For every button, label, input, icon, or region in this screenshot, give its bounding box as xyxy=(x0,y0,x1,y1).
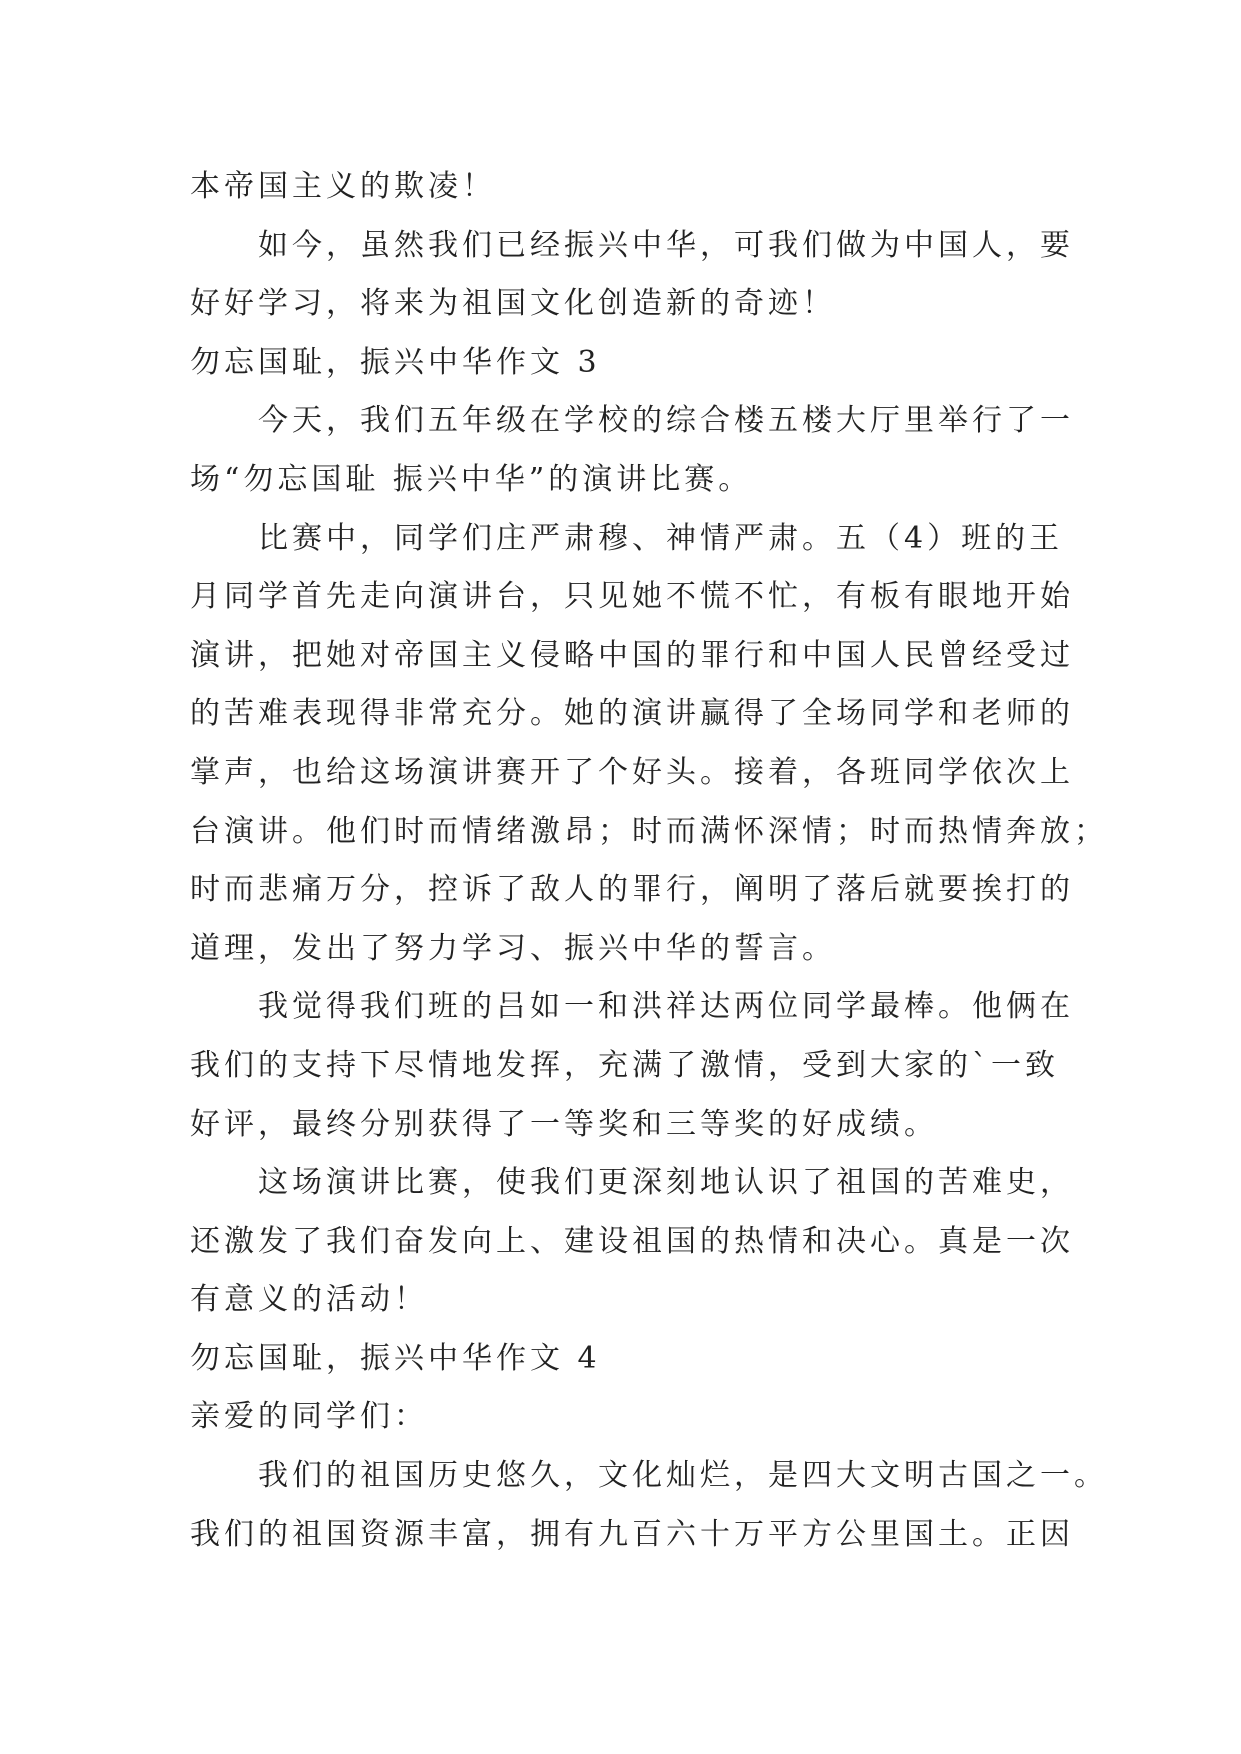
text-line: 我觉得我们班的吕如一和洪祥达两位同学最棒。他俩在 xyxy=(258,989,1074,1025)
document-body xyxy=(190,158,1108,1564)
section-heading: 勿忘国耻，振兴中华作文 4 xyxy=(190,1340,601,1376)
text-line: 掌声，也给这场演讲赛开了个好头。接着，各班同学依次上 xyxy=(190,754,1074,790)
text-line: 的苦难表现得非常充分。她的演讲赢得了全场同学和老师的 xyxy=(190,696,1074,732)
text-line: 本帝国主义的欺凌！ xyxy=(190,169,496,204)
salutation: 亲爱的同学们： xyxy=(190,1399,428,1435)
text-line: 道理，发出了努力学习、振兴中华的誓言。 xyxy=(190,930,836,966)
text-line: 台演讲。他们时而情绪激昂；时而满怀深情；时而热情奔放； xyxy=(190,813,1108,849)
text-line: 今天，我们五年级在学校的综合楼五楼大厅里举行了一 xyxy=(258,403,1074,439)
text-line: 时而悲痛万分，控诉了敌人的罪行，阐明了落后就要挨打的 xyxy=(190,872,1074,908)
text-line: 好评，最终分别获得了一等奖和三等奖的好成绩。 xyxy=(190,1106,938,1142)
text-line: 比赛中，同学们庄严肃穆、神情严肃。五（4）班的王 xyxy=(258,520,1064,556)
text-line: 这场演讲比赛，使我们更深刻地认识了祖国的苦难史， xyxy=(258,1165,1074,1201)
text-line: 有意义的活动！ xyxy=(190,1282,428,1318)
text-line: 月同学首先走向演讲台，只见她不慌不忙，有板有眼地开始 xyxy=(190,579,1074,615)
text-line: 还激发了我们奋发向上、建设祖国的热情和决心。真是一次 xyxy=(190,1223,1074,1259)
text-line: 我们的祖国资源丰富，拥有九百六十万平方公里国土。正因 xyxy=(190,1516,1074,1552)
section-heading: 勿忘国耻，振兴中华作文 3 xyxy=(190,344,601,380)
text-line: 场“勿忘国耻 振兴中华”的演讲比赛。 xyxy=(190,461,753,497)
text-line: 我们的支持下尽情地发挥，充满了激情，受到大家的`一致 xyxy=(190,1047,1059,1083)
text-line: 好好学习，将来为祖国文化创造新的奇迹！ xyxy=(190,286,836,322)
text-line: 我们的祖国历史悠久，文化灿烂，是四大文明古国之一。 xyxy=(258,1458,1108,1494)
text-line: 如今，虽然我们已经振兴中华，可我们做为中国人，要 xyxy=(258,227,1074,263)
text-line: 演讲，把她对帝国主义侵略中国的罪行和中国人民曾经受过 xyxy=(190,637,1074,673)
